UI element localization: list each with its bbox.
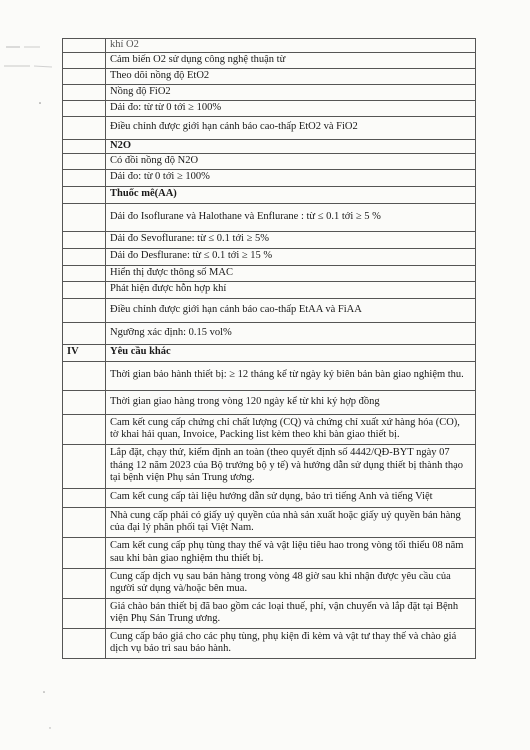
spec-text: Theo dõi nồng độ EtO2 <box>106 68 476 84</box>
spec-row <box>63 598 476 628</box>
row-number-cell <box>63 322 106 344</box>
spec-row <box>63 52 476 68</box>
spec-text: Nồng độ FiO2 <box>106 84 476 100</box>
row-number-cell <box>63 248 106 265</box>
spec-text: Lắp đặt, chạy thử, kiểm định an toàn (theo quyết định số 4442/QĐ-BYT ngày 07 tháng 12 năm 2023 của Bộ trưởng bộ y tế) và hướng dẫn sử dụng thiết bị thành thạo tại bệnh viện Phụ sản Trung ương. <box>106 444 476 488</box>
spec-row <box>63 537 476 568</box>
section-title: Yêu cầu khác <box>106 344 476 361</box>
row-number-cell <box>63 281 106 298</box>
spec-row <box>63 488 476 507</box>
spec-text: Ngưỡng xác định: 0.15 vol% <box>106 322 476 344</box>
subsection-title: N2O <box>106 139 476 153</box>
row-number-cell <box>63 598 106 628</box>
row-number-cell <box>63 116 106 139</box>
row-number-cell: IV <box>63 344 106 361</box>
spec-row <box>63 568 476 598</box>
row-number-cell <box>63 414 106 444</box>
row-number-cell <box>63 52 106 68</box>
row-number-cell <box>63 231 106 248</box>
spec-table <box>62 38 476 659</box>
spec-text: Dải đo: từ 0 tới ≥ 100% <box>106 169 476 186</box>
spec-text: Dải đo Isoflurane và Halothane và Enflurane : từ ≤ 0.1 tới ≥ 5 % <box>106 203 476 231</box>
row-number-cell <box>63 39 106 53</box>
spec-row <box>63 100 476 116</box>
spec-row <box>63 507 476 537</box>
spec-row <box>63 186 476 203</box>
spec-row <box>63 628 476 658</box>
spec-row <box>63 414 476 444</box>
spec-text: Cam kết cung cấp phụ tùng thay thế và vật liệu tiêu hao trong vòng tối thiểu 08 năm sau khi bàn giao nghiệm thu thiết bị. <box>106 537 476 568</box>
row-number-cell <box>63 537 106 568</box>
spec-row <box>63 298 476 322</box>
row-number-cell <box>63 68 106 84</box>
spec-row <box>63 361 476 390</box>
spec-text: Nhà cung cấp phải có giấy uỷ quyền của nhà sản xuất hoặc giấy uỷ quyền bán hàng của đại lý phân phối tại Việt Nam. <box>106 507 476 537</box>
spec-text: Hiển thị được thông số MAC <box>106 265 476 281</box>
row-number-cell <box>63 100 106 116</box>
spec-text: Cam kết cung cấp chứng chỉ chất lượng (CQ) và chứng chỉ xuất xứ hàng hóa (CO), tờ khai hải quan, Invoice, Packing list kèm theo khi bàn giao thiết bị. <box>106 414 476 444</box>
spec-row <box>63 265 476 281</box>
row-number-cell <box>63 628 106 658</box>
spec-text: Cung cấp dịch vụ sau bán hàng trong vòng 48 giờ sau khi nhận được yêu cầu của người sử dụng và/hoặc bên mua. <box>106 568 476 598</box>
row-number-cell <box>63 153 106 169</box>
spec-row <box>63 390 476 414</box>
spec-text: Có đồi nồng độ N2O <box>106 153 476 169</box>
spec-row <box>63 68 476 84</box>
spec-row <box>63 153 476 169</box>
row-number-cell <box>63 390 106 414</box>
spec-row <box>63 139 476 153</box>
row-number-cell <box>63 186 106 203</box>
spec-text: Cam kết cung cấp tài liệu hướng dẫn sử dụng, bảo trì tiếng Anh và tiếng Việt <box>106 488 476 507</box>
spec-row <box>63 203 476 231</box>
spec-text: Dải đo Sevoflurane: từ ≤ 0.1 tới ≥ 5% <box>106 231 476 248</box>
spec-row <box>63 444 476 488</box>
spec-row <box>63 84 476 100</box>
row-number-cell <box>63 203 106 231</box>
spec-text: Giá chào bán thiết bị đã bao gồm các loại thuế, phí, vận chuyển và lắp đặt tại Bệnh viện Phụ Sản Trung ương. <box>106 598 476 628</box>
spec-row <box>63 116 476 139</box>
spec-row <box>63 248 476 265</box>
subsection-title: Thuốc mê(AA) <box>106 186 476 203</box>
spec-text: Thời gian giao hàng trong vòng 120 ngày kể từ khi ký hợp đồng <box>106 390 476 414</box>
spec-row <box>63 231 476 248</box>
row-number-cell <box>63 169 106 186</box>
row-number-cell <box>63 265 106 281</box>
spec-row <box>63 39 476 53</box>
row-number-cell <box>63 507 106 537</box>
spec-text: Điều chỉnh được giới hạn cảnh báo cao-thấp EtAA và FiAA <box>106 298 476 322</box>
row-number-cell <box>63 84 106 100</box>
row-number-cell <box>63 444 106 488</box>
spec-text: Thời gian bảo hành thiết bị: ≥ 12 tháng kể từ ngày ký biên bản bàn giao nghiệm thu. <box>106 361 476 390</box>
spec-text: Phát hiện được hỗn hợp khí <box>106 281 476 298</box>
spec-text: Cảm biến O2 sử dụng công nghệ thuận từ <box>106 52 476 68</box>
spec-text: Dải đo Desflurane: từ ≤ 0.1 tới ≥ 15 % <box>106 248 476 265</box>
spec-row <box>63 281 476 298</box>
spec-text: Cung cấp báo giá cho các phụ tùng, phụ kiện đi kèm và vật tư thay thế và chào giá dịch vụ bảo trì sau bảo hành. <box>106 628 476 658</box>
row-number-cell <box>63 298 106 322</box>
spec-text: Dải đo: từ từ 0 tới ≥ 100% <box>106 100 476 116</box>
row-number-cell <box>63 488 106 507</box>
row-number-cell <box>63 361 106 390</box>
row-number-cell <box>63 139 106 153</box>
spec-text: Điều chỉnh được giới hạn cảnh báo cao-thấp EtO2 và FiO2 <box>106 116 476 139</box>
spec-row <box>63 169 476 186</box>
section-row <box>63 344 476 361</box>
spec-text: khí O2 <box>106 39 476 53</box>
spec-row <box>63 322 476 344</box>
row-number-cell <box>63 568 106 598</box>
